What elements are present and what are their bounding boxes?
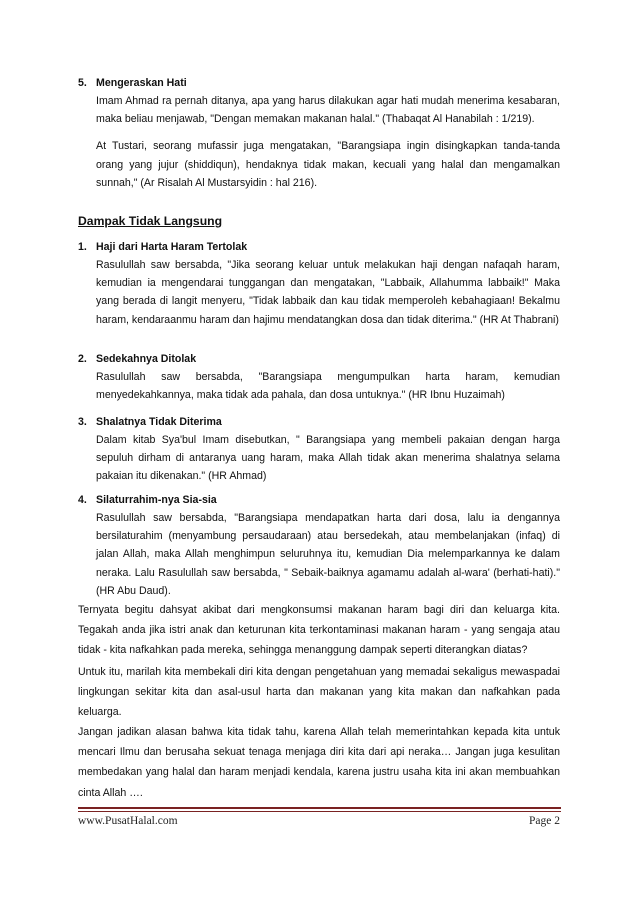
list-number: 1. <box>78 241 87 253</box>
list-item-title: Sedekahnya Ditolak <box>96 353 197 365</box>
list-item-text: Rasulullah saw bersabda, "Barangsiapa mengumpulkan harta haram, kemudian menyedekahkannya, maka tidak ada pahala, dan dosa untuknya." (HR Ibnu Huzaimah) <box>96 371 560 402</box>
list-item-text: Rasulullah saw bersabda, "Jika seorang keluar untuk melakukan haji dengan nafaqah haram, kemudian ia mengendarai tunggangan dan mengatakan, "Labbaik, Allahumma labbaik!" Maka yang berada di langit menyeru, "Tidak labbaik dan kau tidak memperoleh kebahagiaan! Bekalmu haram, kendaraanmu haram dan hajimu mendatangkan dosa dan tidak diterima." (HR At Thabrani) <box>96 259 560 326</box>
list-number: 5. <box>78 77 87 89</box>
list-item-text: Dalam kitab Sya'bul Imam disebutkan, " Barangsiapa yang membeli pakaian dengan harga sepuluh dirham di antaranya uang haram, maka Allah tidak akan menerima shalatnya selama pakaian itu dikenakan." (HR Ahmad) <box>96 434 560 483</box>
list-item-text: Rasulullah saw bersabda, "Barangsiapa mendapatkan harta dari dosa, lalu ia dengannya bersilaturahim (menyambung persaudaraan) atau bersedekah, atau membelanjakan (infaq) di jalan Allah, maka Allah menghimpun seluruhnya itu, kemudian Dia melemparkannya ke dalam neraka. Lalu Rasulullah saw bersabda, " Sebaik-baiknya agamamu adalah al-wara' (berhati-hati)." (HR Abu Daud). <box>96 512 560 597</box>
list-content <box>96 413 560 486</box>
list-content <box>96 491 560 600</box>
list-number: 4. <box>78 494 87 506</box>
list-content <box>96 74 560 192</box>
section-heading: Dampak Tidak Langsung <box>78 214 223 228</box>
footer-divider <box>78 811 561 812</box>
list-item-title: Mengeraskan Hati <box>96 77 187 89</box>
list-number: 3. <box>78 416 87 428</box>
list-item-title: Shalatnya Tidak Diterima <box>96 416 222 428</box>
footer-website: www.PusatHalal.com <box>78 815 178 827</box>
footer-divider <box>78 807 561 809</box>
list-item-title: Haji dari Harta Haram Tertolak <box>96 241 248 253</box>
footer-page-number: Page 2 <box>529 815 560 827</box>
closing-paragraph: Untuk itu, marilah kita membekali diri kita dengan pengetahuan yang memadai sekaligus mewaspadai lingkungan sekitar kita dan asal-usul harta dan makanan yang kita makan dan nafkahkan pada keluarga. <box>78 666 560 719</box>
list-item-text: Imam Ahmad ra pernah ditanya, apa yang harus dilakukan agar hati mudah menerima kesabaran, maka beliau menjawab, "Dengan memakan makanan halal." (Thabaqat Al Hanabilah : 1/219). <box>96 95 560 126</box>
list-item-text: At Tustari, seorang mufassir juga mengatakan, "Barangsiapa ingin disingkapkan tanda-tanda orang yang jujur (shiddiqun), hendaknya tidak makan, kecuali yang halal dan mengamalkan sunnah," (Ar Risalah Al Mustarsyidin : hal 216). <box>96 140 560 189</box>
list-content <box>96 350 560 404</box>
closing-paragraph: Ternyata begitu dahsyat akibat dari mengkonsumsi makanan haram bagi diri dan keluarga kita. Tegakah anda jika istri anak dan keturunan kita terkontaminasi makanan haram - yang sengaja atau tidak - kita nafkahkan pada mereka, sehingga menanggung dampak seperti diterangkan diatas? <box>78 604 560 657</box>
list-item-title: Silaturrahim-nya Sia-sia <box>96 494 217 506</box>
list-number: 2. <box>78 353 87 365</box>
closing-paragraph: Jangan jadikan alasan bahwa kita tidak tahu, karena Allah telah memerintahkan kepada kita untuk mencari Ilmu dan berusaha sekuat tenaga menjaga diri kita dari api neraka… Jangan juga kesulitan membedakan yang halal dan haram menjadi kendala, karena justru usaha kita ini akan membuahkan cinta Allah …. <box>78 726 560 799</box>
list-content <box>96 238 560 329</box>
